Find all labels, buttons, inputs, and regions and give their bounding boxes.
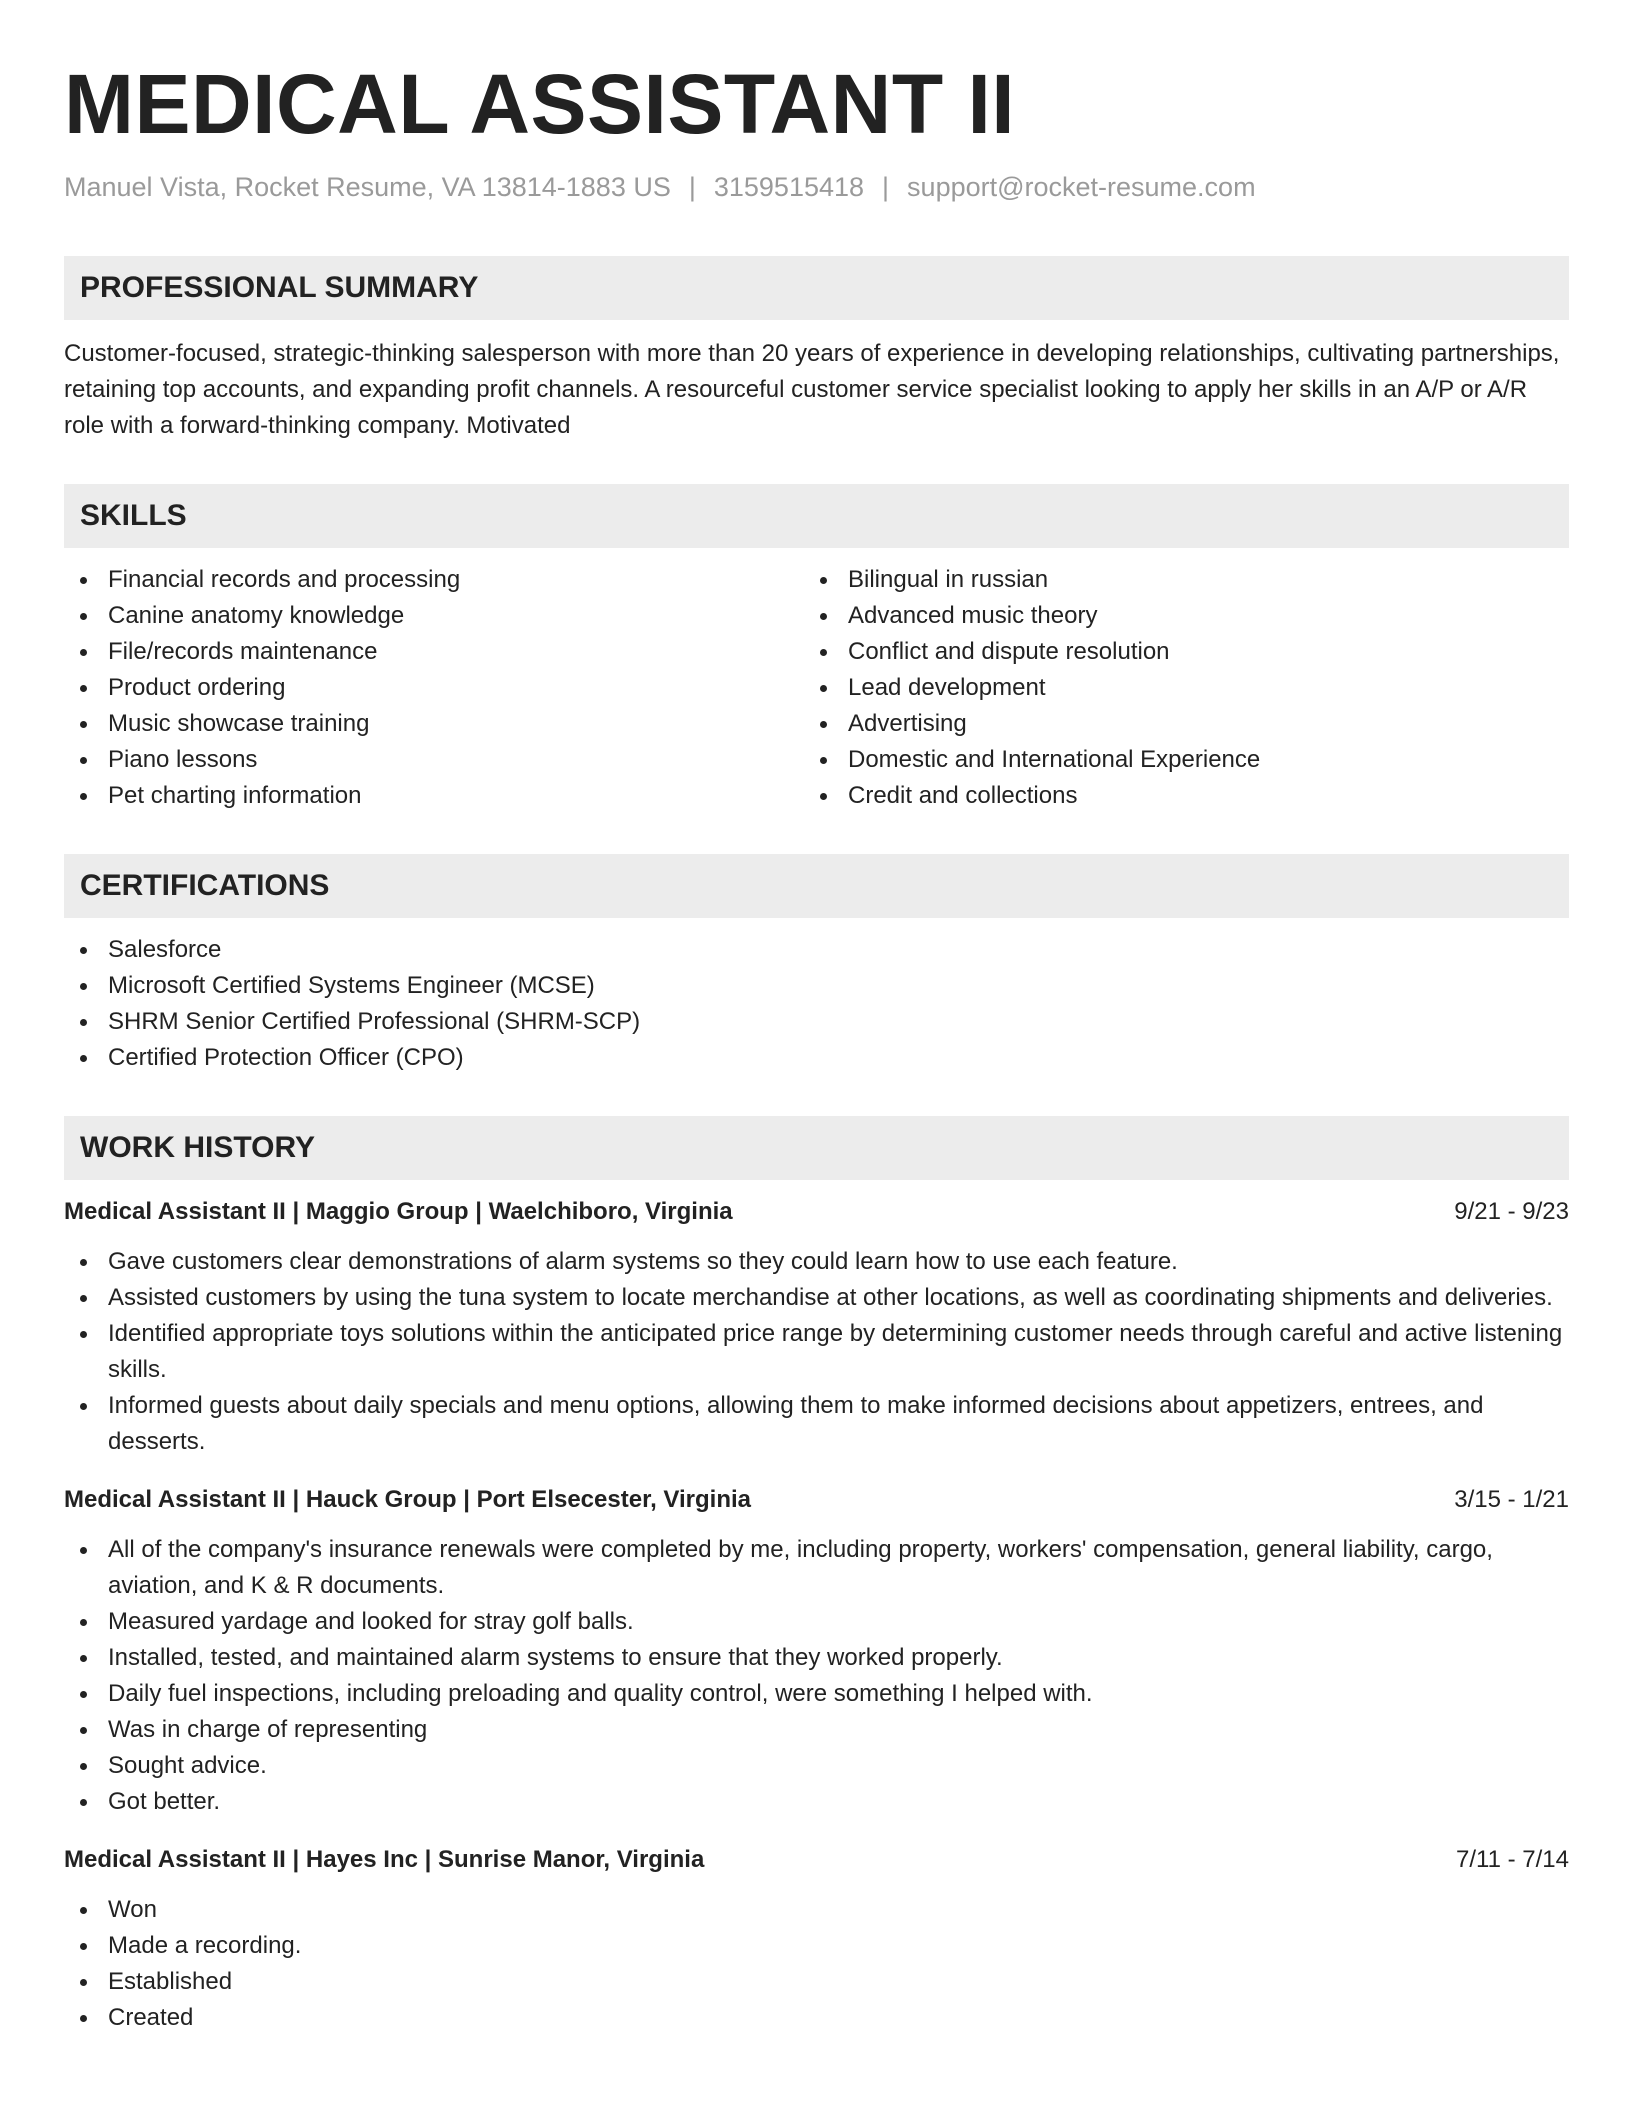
skill-item: Piano lessons: [64, 742, 804, 778]
resume-title: MEDICAL ASSISTANT II: [64, 57, 1016, 151]
skill-item: Product ordering: [64, 670, 804, 706]
job-bullet: Created: [64, 2000, 1569, 2036]
job-entry: [64, 1842, 1569, 2036]
skills-grid: [64, 562, 1569, 814]
contact-address: Manuel Vista, Rocket Resume, VA 13814-1883 US: [64, 172, 671, 202]
skill-item: Credit and collections: [804, 778, 1544, 814]
summary-text: Customer-focused, strategic-thinking salesperson with more than 20 years of experience in developing relationships, cultivating partnerships, retaining top accounts, and expanding profit channels. A resourceful customer service specialist looking to apply her skills in an A/P or A/R role with a forward-thinking company. Motivated: [64, 340, 1560, 439]
skills-right-list: [804, 562, 1544, 814]
skill-item: File/records maintenance: [64, 634, 804, 670]
job-header: [64, 1194, 1569, 1230]
job-dates: 7/11 - 7/14: [1456, 1846, 1569, 1873]
job-bullets: [64, 1892, 1569, 2036]
job-bullet: Was in charge of representing: [64, 1712, 1569, 1748]
skills-heading: SKILLS: [64, 484, 1569, 548]
job-bullets: [64, 1244, 1569, 1460]
job-bullet: Gave customers clear demonstrations of alarm systems so they could learn how to use each feature.: [64, 1244, 1569, 1280]
job-title: Medical Assistant II | Maggio Group | Waelchiboro, Virginia: [64, 1198, 733, 1225]
certification-item: Certified Protection Officer (CPO): [64, 1040, 1569, 1076]
job-title: Medical Assistant II | Hauck Group | Port Elsecester, Virginia: [64, 1486, 751, 1513]
skill-item: Domestic and International Experience: [804, 742, 1544, 778]
job-bullet: Got better.: [64, 1784, 1569, 1820]
job-bullet: Measured yardage and looked for stray golf balls.: [64, 1604, 1569, 1640]
job-bullet: Assisted customers by using the tuna system to locate merchandise at other locations, as well as coordinating shipments and deliveries.: [64, 1280, 1569, 1316]
job-bullet: Daily fuel inspections, including preloading and quality control, were something I helped with.: [64, 1676, 1569, 1712]
contact-email: support@rocket-resume.com: [907, 172, 1256, 202]
skills-left-list: [64, 562, 804, 814]
job-bullet: All of the company's insurance renewals were completed by me, including property, workers' compensation, general liability, cargo, aviation, and K & R documents.: [64, 1532, 1569, 1604]
contact-separator: |: [882, 172, 890, 202]
certifications-heading: CERTIFICATIONS: [64, 854, 1569, 918]
job-bullet: Identified appropriate toys solutions within the anticipated price range by determining customer needs through careful and active listening skills.: [64, 1316, 1569, 1388]
certifications-list: [64, 932, 1569, 1076]
skill-item: Music showcase training: [64, 706, 804, 742]
contact-line: [64, 168, 1569, 206]
job-bullets: [64, 1532, 1569, 1820]
skill-item: Bilingual in russian: [804, 562, 1544, 598]
job-header: [64, 1842, 1569, 1878]
job-title: Medical Assistant II | Hayes Inc | Sunrise Manor, Virginia: [64, 1846, 705, 1873]
certification-item: Salesforce: [64, 932, 1569, 968]
contact-phone: 3159515418: [713, 172, 865, 202]
certification-item: Microsoft Certified Systems Engineer (MCSE): [64, 968, 1569, 1004]
job-bullet: Installed, tested, and maintained alarm systems to ensure that they worked properly.: [64, 1640, 1569, 1676]
certification-item: SHRM Senior Certified Professional (SHRM-SCP): [64, 1004, 1569, 1040]
job-bullet: Made a recording.: [64, 1928, 1569, 1964]
skill-item: Advertising: [804, 706, 1544, 742]
summary-heading: PROFESSIONAL SUMMARY: [64, 256, 1569, 320]
work-history-heading: WORK HISTORY: [64, 1116, 1569, 1180]
job-entry: [64, 1194, 1569, 1460]
skill-item: Lead development: [804, 670, 1544, 706]
skill-item: Pet charting information: [64, 778, 804, 814]
skill-item: Canine anatomy knowledge: [64, 598, 804, 634]
job-header: [64, 1482, 1569, 1518]
job-dates: 9/21 - 9/23: [1454, 1198, 1569, 1225]
skill-item: Advanced music theory: [804, 598, 1544, 634]
contact-separator: |: [688, 172, 696, 202]
job-bullet: Informed guests about daily specials and menu options, allowing them to make informed decisions about appetizers, entrees, and desserts.: [64, 1388, 1569, 1460]
job-dates: 3/15 - 1/21: [1454, 1486, 1569, 1513]
skill-item: Conflict and dispute resolution: [804, 634, 1544, 670]
job-entry: [64, 1482, 1569, 1820]
skill-item: Financial records and processing: [64, 562, 804, 598]
job-bullet: Established: [64, 1964, 1569, 2000]
job-bullet: Sought advice.: [64, 1748, 1569, 1784]
job-bullet: Won: [64, 1892, 1569, 1928]
